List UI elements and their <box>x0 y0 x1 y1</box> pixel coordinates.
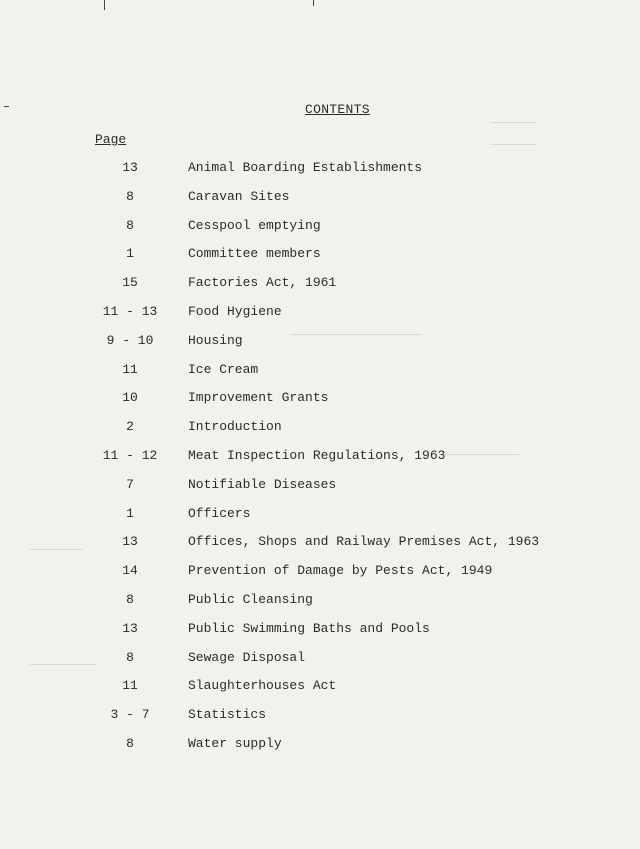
contents-entry <box>0 362 640 382</box>
entry-subject: Officers <box>188 505 251 521</box>
contents-entry <box>0 678 640 698</box>
bleed-through: ─────── <box>490 140 537 152</box>
entry-subject: Food Hygiene <box>188 304 282 319</box>
entry-page-number: 13 <box>122 160 138 175</box>
bleed-through: ─────── <box>490 118 537 130</box>
contents-entry <box>0 304 640 324</box>
entry-page-number: 11 <box>122 678 138 694</box>
entry-subject: Notifiable Diseases <box>188 476 337 492</box>
entry-subject: Cesspool emptying <box>188 217 321 233</box>
bleed-through: ──────────── <box>440 450 520 462</box>
entry-subject: Public Swimming Baths and Pools <box>188 620 430 636</box>
entry-page-number: 1 <box>126 246 134 262</box>
entry-subject: Committee members <box>188 246 321 262</box>
entry-page-number: 8 <box>126 217 134 233</box>
contents-entry <box>0 246 640 266</box>
entry-subject: Improvement Grants <box>188 390 329 406</box>
entry-page-number: 13 <box>122 534 138 550</box>
entry-page-number: 2 <box>126 419 134 435</box>
entry-subject: Water supply <box>188 736 282 751</box>
contents-entry <box>0 390 640 410</box>
scan-mark <box>104 0 105 10</box>
entry-page-number: 7 <box>126 476 134 492</box>
entry-subject: Public Cleansing <box>188 592 313 607</box>
entry-subject: Sewage Disposal <box>188 649 306 665</box>
entry-subject: Slaughterhouses Act <box>188 678 337 694</box>
entry-subject: Factories Act, 1961 <box>188 275 337 291</box>
entry-page-number: 8 <box>126 592 134 607</box>
contents-entry <box>0 506 640 526</box>
entry-page-number: 11 - 12 <box>102 448 158 463</box>
entry-subject: Housing <box>188 332 243 348</box>
entry-page-number: 9 - 10 <box>106 332 154 348</box>
contents-entry <box>0 189 640 209</box>
entry-subject: Animal Boarding Establishments <box>188 160 423 175</box>
page-column-header: Page <box>95 132 127 147</box>
contents-entry <box>0 448 640 468</box>
entry-subject: Statistics <box>188 707 267 723</box>
contents-entry <box>0 333 640 353</box>
contents-entry <box>0 477 640 497</box>
entry-page-number: 11 <box>122 361 138 377</box>
contents-entry <box>0 563 640 583</box>
entry-page-number: 8 <box>126 736 134 751</box>
entry-page-number: 14 <box>122 563 138 579</box>
scan-mark <box>313 0 314 6</box>
entry-subject: Introduction <box>188 419 282 435</box>
bleed-through: ──────── <box>30 545 83 557</box>
contents-entry <box>0 218 640 238</box>
contents-entry <box>0 275 640 295</box>
page-title: CONTENTS <box>305 102 370 117</box>
entry-page-number: 13 <box>122 620 138 636</box>
contents-entry <box>0 419 640 439</box>
entry-subject: Meat Inspection Regulations, 1963 <box>188 448 446 463</box>
bleed-through: ──────────────────── <box>290 330 423 342</box>
entry-page-number: 3 - 7 <box>110 707 150 723</box>
contents-entry <box>0 650 640 670</box>
scan-mark <box>4 106 9 107</box>
contents-entry <box>0 160 640 180</box>
entry-subject: Offices, Shops and Railway Premises Act, 1963 <box>188 534 540 550</box>
entry-page-number: 8 <box>126 649 134 665</box>
contents-entry <box>0 621 640 641</box>
entry-subject: Prevention of Damage by Pests Act, 1949 <box>188 563 493 579</box>
entry-page-number: 1 <box>126 505 134 521</box>
bleed-through: ────────── <box>30 660 97 672</box>
entry-page-number: 11 - 13 <box>102 304 158 319</box>
contents-entry <box>0 736 640 756</box>
entry-subject: Ice Cream <box>188 361 259 377</box>
contents-entry <box>0 707 640 727</box>
entry-page-number: 8 <box>126 188 134 204</box>
contents-entry <box>0 534 640 554</box>
entry-subject: Caravan Sites <box>188 188 290 204</box>
contents-entry <box>0 592 640 612</box>
entry-page-number: 10 <box>122 390 138 406</box>
entry-page-number: 15 <box>122 275 138 291</box>
